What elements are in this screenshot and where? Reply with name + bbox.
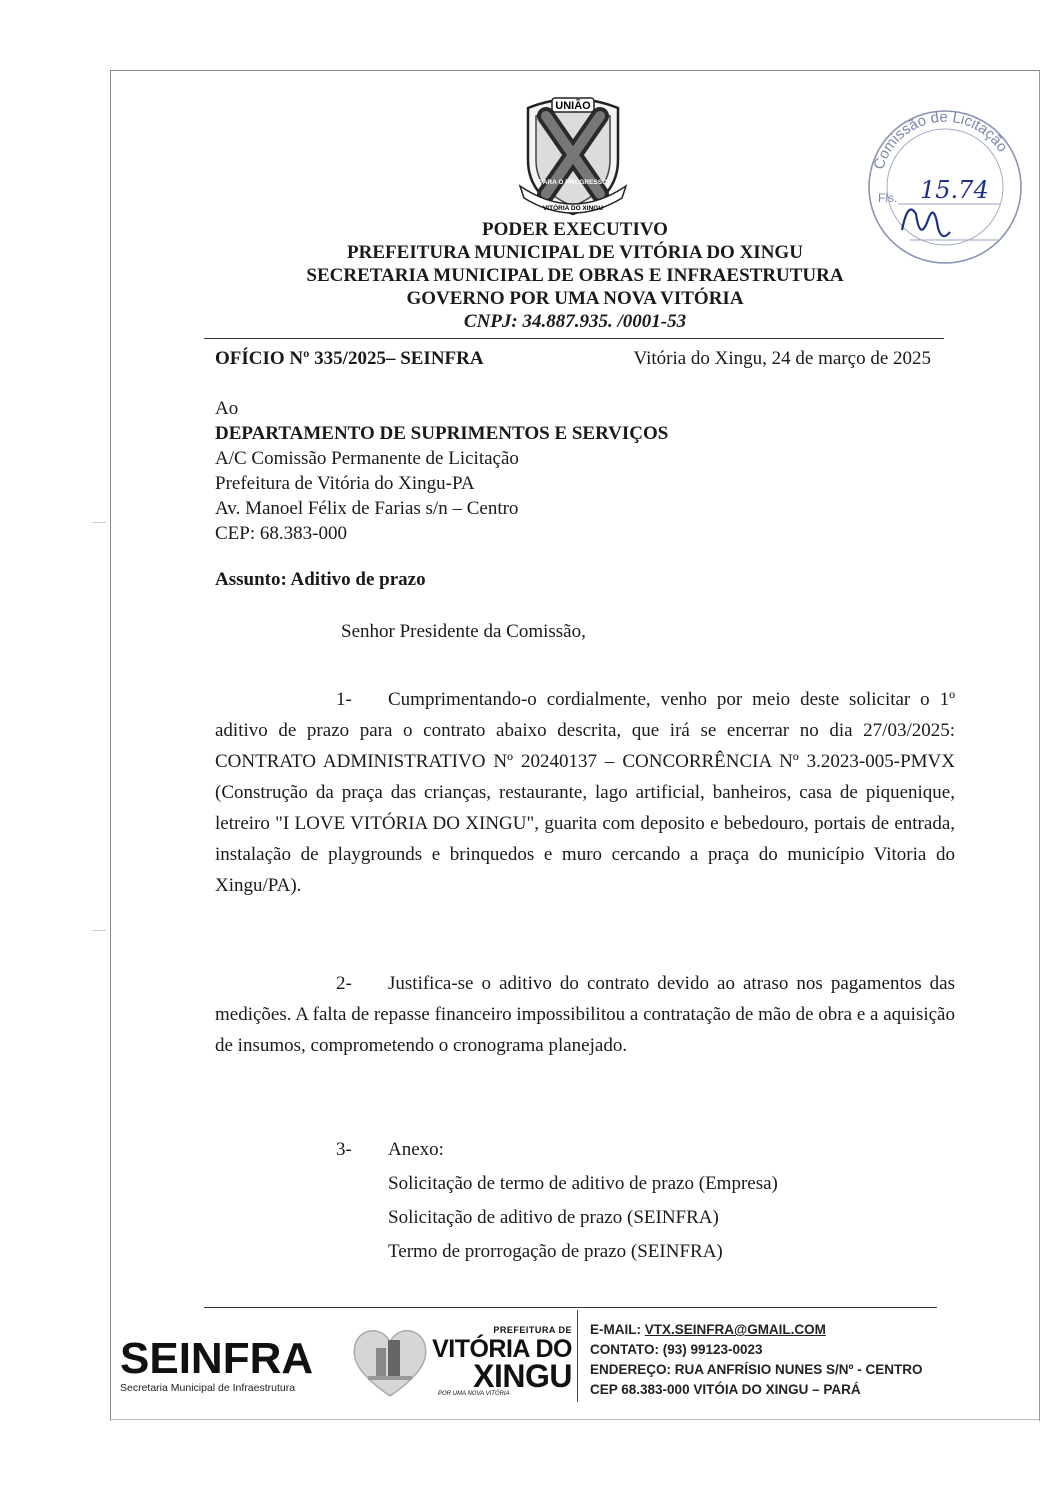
frame-bottom-line — [110, 1419, 1039, 1420]
recipient-attention: A/C Comissão Permanente de Licitação — [215, 448, 519, 469]
municipal-crest-logo — [514, 94, 632, 216]
heart-icon — [348, 1322, 432, 1402]
letterhead — [200, 218, 950, 333]
city-small-text: PREFEITURA DE — [493, 1325, 572, 1335]
city-line-2: XINGU — [473, 1358, 572, 1394]
contact-phone: CONTATO: (93) 99123-0023 — [590, 1342, 763, 1357]
city-line-1: VITÓRIA DO — [432, 1335, 572, 1363]
recipient-department: DEPARTAMENTO DE SUPRIMENTOS E SERVIÇOS — [215, 423, 669, 444]
crest-ring-text: PARA O PROGRESSO — [538, 179, 608, 186]
recipient-postal: CEP: 68.383-000 — [215, 523, 347, 544]
annex-item: Solicitação de aditivo de prazo (SEINFRA) — [388, 1207, 719, 1228]
contact-cep: CEP 68.383-000 VITÓIA DO XINGU – PARÁ — [590, 1382, 861, 1397]
seinfra-subtitle: Secretaria Municipal de Infraestrutura — [120, 1382, 296, 1394]
city-logo-text — [432, 1322, 572, 1397]
paragraph-1 — [215, 684, 955, 901]
header-cnpj: CNPJ: 34.887.935. /0001-53 — [463, 311, 687, 332]
paragraph-number: 1- — [336, 689, 352, 710]
annex-block — [336, 1133, 778, 1269]
seinfra-logo — [120, 1334, 314, 1394]
scan-mark — [92, 930, 106, 931]
contact-address: ENDEREÇO: RUA ANFRÍSIO NUNES S/Nº - CENTRO — [590, 1362, 923, 1377]
document-date: Vitória do Xingu, 24 de março de 2025 — [633, 348, 931, 369]
recipient-to: Ao — [215, 398, 239, 419]
oficio-number: OFÍCIO Nº 335/2025– SEINFRA — [215, 348, 484, 369]
footer-separator — [577, 1310, 578, 1402]
stamp-page-number: 15.74 — [920, 176, 989, 204]
annex-number: 3- — [336, 1139, 352, 1160]
contact-block — [590, 1320, 922, 1400]
email-label: E-MAIL: — [590, 1322, 641, 1337]
recipient-entity: Prefeitura de Vitória do Xingu-PA — [215, 473, 475, 494]
crest-top-text: UNIÃO — [555, 100, 591, 112]
recipient-street: Av. Manoel Félix de Farias s/n – Centro — [215, 498, 519, 519]
svg-text:Comissão de Licitação — [870, 109, 1011, 172]
header-line-4: GOVERNO POR UMA NOVA VITÓRIA — [406, 288, 744, 309]
subject-line: Assunto: Aditivo de prazo — [215, 569, 426, 590]
crest-bottom-text: VITÓRIA DO XINGU — [542, 205, 604, 212]
header-line-1: PODER EXECUTIVO — [482, 219, 668, 240]
annex-item: Termo de prorrogação de prazo (SEINFRA) — [388, 1241, 723, 1262]
reference-line — [215, 348, 931, 370]
header-line-3: SECRETARIA MUNICIPAL DE OBRAS E INFRAESTRUTURA — [306, 265, 844, 286]
stamp-fls-label: Fls. — [878, 191, 898, 205]
recipient-block — [215, 396, 668, 546]
stamp-ring-text: Comissão de Licitação — [870, 108, 1011, 172]
scan-mark — [92, 522, 106, 523]
paragraph-2 — [215, 968, 955, 1061]
footer-divider — [204, 1307, 937, 1308]
greeting: Senhor Presidente da Comissão, — [341, 621, 586, 642]
city-logo — [348, 1322, 573, 1402]
header-line-2: PREFEITURA MUNICIPAL DE VITÓRIA DO XINGU — [347, 242, 803, 263]
annex-title: Anexo: — [388, 1139, 444, 1160]
paragraph-text: Justifica-se o aditivo do contrato devido ao atraso nos pagamentos das medições. A falta de repasse financeiro impossibilitou a contratação de mão de obra e a aquisição de insumos, comprometendo o cronograma planejado. — [215, 973, 955, 1056]
paragraph-text: Cumprimentando-o cordialmente, venho por meio deste solicitar o 1º aditivo de prazo para o contrato abaixo descrita, que irá se encerrar no dia 27/03/2025: CONTRATO ADMINISTRATIVO Nº 20240137 – CONCORRÊNCIA Nº 3.2023-005-PMVX (Construção da praça das crianças, restaurante, lago artificial, banheiros, casa de piquenique, letreiro "I LOVE VITÓRIA DO XINGU", guarita com deposito e bebedouro, portais de entrada, instalação de playgrounds e brinquedos e muro cercando a praça do município Vitoria do Xingu/PA). — [215, 689, 955, 896]
city-tagline: POR UMA NOVA VITÓRIA — [438, 1391, 510, 1397]
email-link[interactable]: VTX.SEINFRA@GMAIL.COM — [644, 1322, 826, 1337]
header-divider — [204, 338, 944, 339]
annex-item: Solicitação de termo de aditivo de prazo (Empresa) — [388, 1173, 778, 1194]
seinfra-logo-text: SEINFRA — [120, 1334, 314, 1383]
paragraph-number: 2- — [336, 973, 352, 994]
